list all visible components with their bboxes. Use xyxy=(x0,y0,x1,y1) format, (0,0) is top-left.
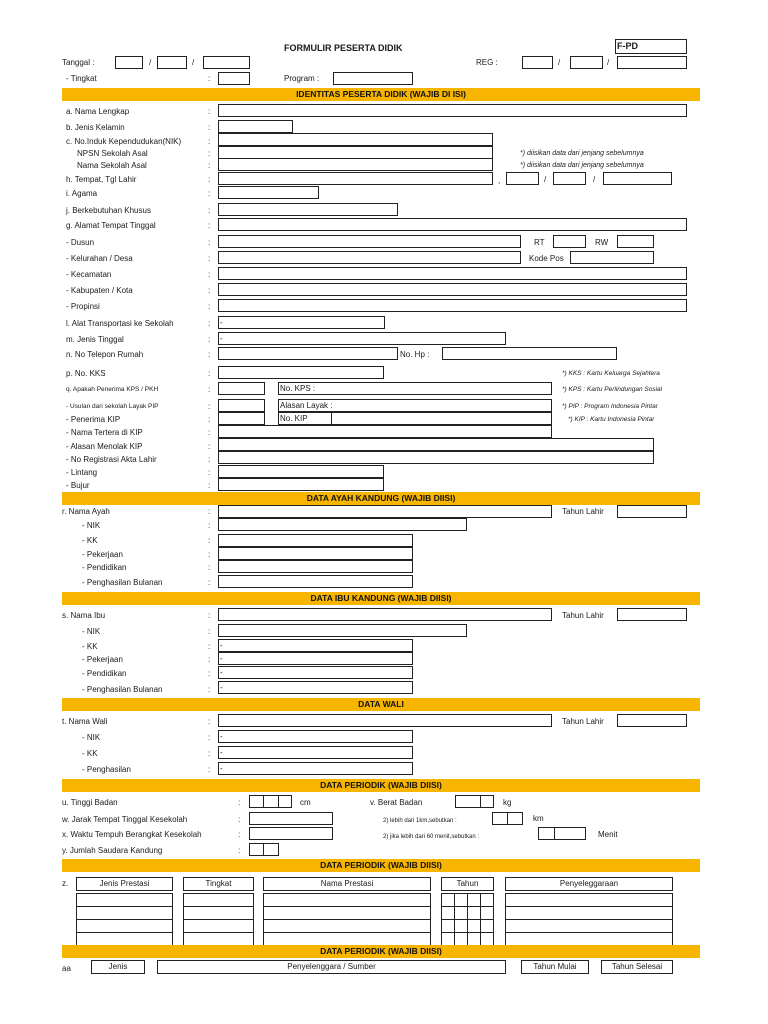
label-kps: q. Apakah Penerima KPS / PKH xyxy=(66,386,159,393)
beasiswa-header-tahun-mulai: Tahun Mulai xyxy=(521,960,589,974)
tinggi-divider-2 xyxy=(278,795,279,808)
colon: : xyxy=(208,733,211,742)
prestasi-tingkat-grid[interactable] xyxy=(183,893,254,946)
jenis-kelamin-input[interactable] xyxy=(218,120,293,133)
label-berat-badan: v. Berat Badan xyxy=(370,798,423,807)
colon: : xyxy=(208,335,211,344)
tanggal-slash-1: / xyxy=(149,58,152,67)
alasan-layak-label: Alasan Layak : xyxy=(280,401,333,410)
no-kip-label: No. KIP xyxy=(280,414,308,423)
label-ibu-nik: - NIK xyxy=(82,627,101,636)
tinggi-divider-1 xyxy=(263,795,264,808)
dash: - xyxy=(220,334,223,343)
nama-kip-input[interactable] xyxy=(218,425,552,438)
label-ayah-penghasilan: - Penghasilan Bulanan xyxy=(82,578,163,587)
colon: : xyxy=(208,415,211,424)
tgl-lahir-month[interactable] xyxy=(553,172,586,185)
colon: : xyxy=(208,369,211,378)
beasiswa-header-tahun-selesai: Tahun Selesai xyxy=(601,960,673,974)
ttl-comma: , xyxy=(498,176,501,185)
colon: : xyxy=(208,642,211,651)
colon: : xyxy=(208,319,211,328)
wali-tahun-lahir-label: Tahun Lahir xyxy=(562,717,604,726)
colon: : xyxy=(238,798,241,807)
dash: - xyxy=(220,732,223,741)
dash: - xyxy=(220,654,223,663)
prestasi-header-tingkat: Tingkat xyxy=(183,877,254,891)
no-kps-input[interactable] xyxy=(278,382,552,395)
kip-input[interactable] xyxy=(218,412,265,425)
beasiswa-header-penyelenggara: Penyelenggara / Sumber xyxy=(157,960,506,974)
jenis-tinggal-input[interactable] xyxy=(218,332,506,345)
colon: : xyxy=(208,175,211,184)
kelurahan-input[interactable] xyxy=(218,251,521,264)
note-kps: *) KPS : Kartu Perlindungan Sosial xyxy=(562,386,663,393)
reg-input-2[interactable] xyxy=(570,56,603,69)
label-ibu-pekerjaan: - Pekerjaan xyxy=(82,655,123,664)
label-bujur: - Bujur xyxy=(66,481,90,490)
colon: : xyxy=(208,749,211,758)
kps-input[interactable] xyxy=(218,382,265,395)
label-ayah-kk: - KK xyxy=(82,536,98,545)
prestasi-header-tahun: Tahun xyxy=(441,877,494,891)
ayah-kk-input[interactable] xyxy=(218,534,413,547)
label-wali-nik: - NIK xyxy=(82,733,101,742)
colon: : xyxy=(208,385,211,394)
colon: : xyxy=(208,442,211,451)
program-input[interactable] xyxy=(333,72,413,85)
colon: : xyxy=(208,507,211,516)
colon: : xyxy=(238,815,241,824)
tinggi-badan-input[interactable] xyxy=(249,795,292,808)
colon: : xyxy=(208,455,211,464)
sekolah-asal-input[interactable] xyxy=(218,158,493,171)
colon: : xyxy=(208,717,211,726)
form-code: F-PD xyxy=(617,41,638,51)
ayah-pekerjaan-input[interactable] xyxy=(218,547,413,560)
colon: : xyxy=(208,481,211,490)
section-wali: DATA WALI xyxy=(62,698,700,711)
program-label: Program : xyxy=(284,74,320,83)
colon: : xyxy=(208,669,211,678)
label-nama-lengkap: a. Nama Lengkap xyxy=(66,107,130,116)
ibu-penghasilan-input[interactable] xyxy=(218,681,413,694)
dash: - xyxy=(220,748,223,757)
note-kks: *) KKS : Kartu Keluarga Sejahtera xyxy=(562,370,660,377)
beasiswa-label: aa xyxy=(62,964,71,973)
note-npsn: *) diisikan data dari jenjang sebelumnya xyxy=(520,150,644,157)
colon: : xyxy=(208,286,211,295)
colon: : xyxy=(208,627,211,636)
prestasi-header-penyelenggara: Penyeleggaraan xyxy=(505,877,673,891)
colon: : xyxy=(208,428,211,437)
kg-label: kg xyxy=(503,798,512,807)
reg-input-3[interactable] xyxy=(617,56,687,69)
section-periodik-2: DATA PERIODIK (WAJIB DIISI) xyxy=(62,859,700,872)
tanggal-slash-2: / xyxy=(192,58,195,67)
cm-label: cm xyxy=(300,798,311,807)
colon: : xyxy=(208,685,211,694)
tanggal-label: Tanggal : xyxy=(62,58,95,67)
section-periodik-1: DATA PERIODIK (WAJIB DIISI) xyxy=(62,779,700,792)
ibu-tahun-lahir-input[interactable] xyxy=(617,608,687,621)
form-title: FORMULIR PESERTA DIDIK xyxy=(284,43,403,53)
alasan-layak-input[interactable] xyxy=(278,399,552,412)
jarak-note: 2) lebih dari 1km,sebutkan : xyxy=(383,818,457,824)
colon: : xyxy=(238,830,241,839)
wali-nik-input[interactable] xyxy=(218,730,413,743)
tanggal-day-input[interactable] xyxy=(115,56,143,69)
label-ibu-penghasilan: - Penghasilan Bulanan xyxy=(82,685,163,694)
prestasi-header-nama: Nama Prestasi xyxy=(263,877,431,891)
nama-ayah-input[interactable] xyxy=(218,505,552,518)
wali-tahun-lahir-input[interactable] xyxy=(617,714,687,727)
label-kabupaten: - Kabupaten / Kota xyxy=(66,286,133,295)
label-ayah-pekerjaan: - Pekerjaan xyxy=(82,550,123,559)
tgl-lahir-year[interactable] xyxy=(603,172,672,185)
beasiswa-header-jenis: Jenis xyxy=(91,960,145,974)
label-pip: - Usulan dari sekolah Layak PIP xyxy=(66,403,159,410)
ibu-tahun-lahir-label: Tahun Lahir xyxy=(562,611,604,620)
waktu-tempuh-input[interactable] xyxy=(249,827,333,840)
ibu-nik-input[interactable] xyxy=(218,624,467,637)
saudara-input[interactable] xyxy=(249,843,279,856)
tanggal-month-input[interactable] xyxy=(157,56,187,69)
label-jenis-tinggal: m. Jenis Tinggal xyxy=(66,335,124,344)
colon: : xyxy=(208,254,211,263)
note-sekolah-asal: *) diisikan data dari jenjang sebelumnya xyxy=(520,162,644,169)
ttl-slash-1: / xyxy=(544,175,547,184)
label-ayah-pendidikan: - Pendidikan xyxy=(82,563,127,572)
nik-input[interactable] xyxy=(218,133,493,146)
colon: : xyxy=(208,270,211,279)
dash: - xyxy=(220,318,223,327)
colon: : xyxy=(208,521,211,530)
note-pip: *) PIP : Program Indonesia Pintar xyxy=(562,403,658,410)
label-kecamatan: - Kecamatan xyxy=(66,270,112,279)
label-wali-kk: - KK xyxy=(82,749,98,758)
ibu-pekerjaan-input[interactable] xyxy=(218,652,413,665)
bujur-input[interactable] xyxy=(218,478,384,491)
kecamatan-input[interactable] xyxy=(218,267,687,280)
saudara-divider xyxy=(263,843,264,856)
telp-rumah-input[interactable] xyxy=(218,347,398,360)
jarak-input[interactable] xyxy=(249,812,333,825)
ayah-nik-input[interactable] xyxy=(218,518,467,531)
label-waktu-tempuh: x. Waktu Tempuh Berangkat Kesekolah xyxy=(62,830,202,839)
ayah-tahun-lahir-label: Tahun Lahir xyxy=(562,507,604,516)
colon: : xyxy=(208,563,211,572)
no-kip-divider xyxy=(331,412,332,425)
colon: : xyxy=(208,655,211,664)
agama-input[interactable] xyxy=(218,186,319,199)
colon: : xyxy=(208,302,211,311)
dash: - xyxy=(220,683,223,692)
colon: : xyxy=(208,765,211,774)
kabupaten-input[interactable] xyxy=(218,283,687,296)
colon: : xyxy=(208,468,211,477)
prestasi-jenis-grid[interactable] xyxy=(76,893,173,946)
colon: : xyxy=(208,107,211,116)
label-akta: - No Registrasi Akta Lahir xyxy=(66,455,157,464)
propinsi-input[interactable] xyxy=(218,299,687,312)
label-nama-kip: - Nama Tertera di KIP xyxy=(66,428,143,437)
colon: : xyxy=(208,149,211,158)
section-identitas: IDENTITAS PESERTA DIDIK (WAJIB DI ISI) xyxy=(62,88,700,101)
dash: - xyxy=(220,641,223,650)
label-sekolah-asal: Nama Sekolah Asal xyxy=(77,161,147,170)
prestasi-label: z. xyxy=(62,879,69,888)
prestasi-tahun-grid[interactable] xyxy=(441,893,494,946)
dash: - xyxy=(220,764,223,773)
tingkat-input[interactable] xyxy=(218,72,250,85)
section-ayah: DATA AYAH KANDUNG (WAJIB DIISI) xyxy=(62,492,700,505)
ibu-kk-input[interactable] xyxy=(218,639,413,652)
label-alasan-tolak: - Alasan Menolak KIP xyxy=(66,442,143,451)
km-label: km xyxy=(533,814,544,823)
kks-input[interactable] xyxy=(218,366,384,379)
colon: : xyxy=(238,846,241,855)
label-transportasi: l. Alat Transportasi ke Sekolah xyxy=(66,319,174,328)
colon: : xyxy=(208,189,211,198)
hp-label: No. Hp : xyxy=(400,350,430,359)
section-periodik-3: DATA PERIODIK (WAJIB DIISI) xyxy=(62,945,700,958)
label-ibu-pendidikan: - Pendidikan xyxy=(82,669,127,678)
kodepos-input[interactable] xyxy=(570,251,654,264)
colon: : xyxy=(208,611,211,620)
wali-penghasilan-input[interactable] xyxy=(218,762,413,775)
label-nama-wali: t. Nama Wali xyxy=(62,717,108,726)
berat-badan-input[interactable] xyxy=(455,795,494,808)
label-lintang: - Lintang xyxy=(66,468,98,477)
dusun-input[interactable] xyxy=(218,235,521,248)
reg-input-1[interactable] xyxy=(522,56,553,69)
label-alamat: g. Alamat Tempat Tinggal xyxy=(66,221,156,230)
label-kks: p. No. KKS xyxy=(66,369,106,378)
lintang-input[interactable] xyxy=(218,465,384,478)
nama-lengkap-input[interactable] xyxy=(218,104,687,117)
label-dusun: - Dusun xyxy=(66,238,95,247)
label-ibu-kk: - KK xyxy=(82,642,98,651)
ayah-pendidikan-input[interactable] xyxy=(218,560,413,573)
tingkat-label: - Tingkat xyxy=(66,74,97,83)
label-npsn: NPSN Sekolah Asal xyxy=(77,149,148,158)
akta-input[interactable] xyxy=(218,451,654,464)
dash: - xyxy=(220,668,223,677)
colon: : xyxy=(208,578,211,587)
label-tinggi-badan: u. Tinggi Badan xyxy=(62,798,118,807)
km-divider xyxy=(507,812,508,825)
menit-divider xyxy=(554,827,555,840)
note-kip: *) KIP : Kartu Indonesia Pintar xyxy=(568,416,655,423)
label-jarak: w. Jarak Tempat Tinggal Kesekolah xyxy=(62,815,188,824)
ayah-tahun-lahir-input[interactable] xyxy=(617,505,687,518)
nama-wali-input[interactable] xyxy=(218,714,552,727)
label-saudara: y. Jumlah Saudara Kandung xyxy=(62,846,163,855)
menit-label: Menit xyxy=(598,830,618,839)
reg-label: REG : xyxy=(476,58,498,67)
colon: : xyxy=(208,221,211,230)
waktu-note: 2) jika lebih dari 60 menit,sebutkan : xyxy=(383,834,480,840)
no-kps-label: No. KPS : xyxy=(280,384,316,393)
tgl-lahir-day[interactable] xyxy=(506,172,539,185)
label-abk: j. Berkebutuhan Khusus xyxy=(66,206,151,215)
label-agama: i. Agama xyxy=(66,189,98,198)
colon: : xyxy=(208,206,211,215)
label-nama-ibu: s. Nama Ibu xyxy=(62,611,106,620)
reg-slash-1: / xyxy=(558,58,561,67)
colon: : xyxy=(208,350,211,359)
label-nik: c. No.Induk Kependudukan(NIK) xyxy=(66,137,182,146)
section-ibu: DATA IBU KANDUNG (WAJIB DIISI) xyxy=(62,592,700,605)
label-ttl: h. Tempat, Tgl Lahir xyxy=(66,175,137,184)
tanggal-year-input[interactable] xyxy=(203,56,250,69)
nama-ibu-input[interactable] xyxy=(218,608,552,621)
colon: : xyxy=(208,137,211,146)
label-ayah-nik: - NIK xyxy=(82,521,101,530)
reg-slash-2: / xyxy=(607,58,610,67)
rw-input[interactable] xyxy=(617,235,654,248)
ttl-slash-2: / xyxy=(593,175,596,184)
waktu-menit-input[interactable] xyxy=(538,827,586,840)
label-nama-ayah: r. Nama Ayah xyxy=(62,507,110,516)
tempat-lahir-input[interactable] xyxy=(218,172,493,185)
colon: : xyxy=(208,402,211,411)
colon: : xyxy=(208,123,211,132)
abk-input[interactable] xyxy=(218,203,398,216)
pip-input[interactable] xyxy=(218,399,265,412)
label-telp-rumah: n. No Telepon Rumah xyxy=(66,350,144,359)
prestasi-nama-grid[interactable] xyxy=(263,893,431,946)
alasan-tolak-input[interactable] xyxy=(218,438,654,451)
colon: : xyxy=(208,536,211,545)
rt-input[interactable] xyxy=(553,235,586,248)
label-kip: - Penerima KIP xyxy=(66,415,121,424)
colon: : xyxy=(208,550,211,559)
wali-kk-input[interactable] xyxy=(218,746,413,759)
kodepos-label: Kode Pos xyxy=(529,254,564,263)
label-kelurahan: - Kelurahan / Desa xyxy=(66,254,133,263)
prestasi-penyelenggara-grid[interactable] xyxy=(505,893,673,946)
colon: : xyxy=(208,238,211,247)
label-propinsi: - Propinsi xyxy=(66,302,100,311)
tingkat-colon: : xyxy=(208,74,211,83)
prestasi-header-jenis: Jenis Prestasi xyxy=(76,877,173,891)
rw-label: RW xyxy=(595,238,609,247)
alamat-input[interactable] xyxy=(218,218,687,231)
hp-input[interactable] xyxy=(442,347,617,360)
transportasi-input[interactable] xyxy=(218,316,385,329)
label-jenis-kelamin: b. Jenis Kelamin xyxy=(66,123,125,132)
rt-label: RT xyxy=(534,238,545,247)
ayah-penghasilan-input[interactable] xyxy=(218,575,413,588)
form-code-box xyxy=(615,39,687,54)
colon: : xyxy=(208,161,211,170)
ibu-pendidikan-input[interactable] xyxy=(218,666,413,679)
no-kip-input[interactable] xyxy=(278,412,552,425)
label-wali-penghasilan: - Penghasilan xyxy=(82,765,131,774)
berat-divider xyxy=(480,795,481,808)
